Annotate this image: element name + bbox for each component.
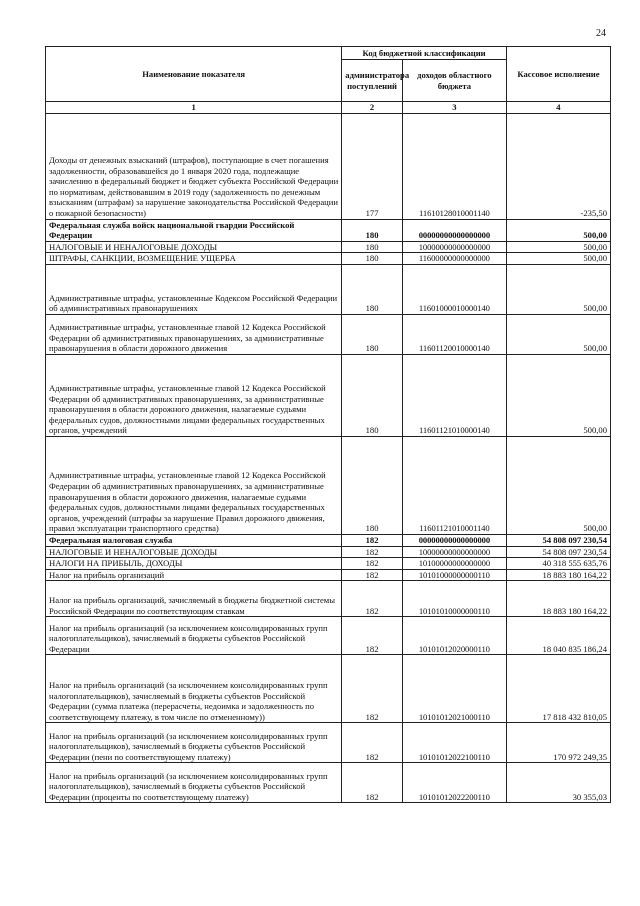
budget-execution-table — [45, 46, 611, 803]
row-amount: 18 040 835 186,24 — [506, 617, 610, 655]
row-budget-code: 10000000000000000 — [402, 241, 506, 253]
row-amount: 500,00 — [506, 219, 610, 241]
row-name: ШТРАФЫ, САНКЦИИ, ВОЗМЕЩЕНИЕ УЩЕРБА — [46, 253, 342, 265]
row-budget-code: 00000000000000000 — [402, 534, 506, 546]
row-amount: 40 318 555 635,76 — [506, 558, 610, 570]
row-budget-code: 10101010000000110 — [402, 581, 506, 617]
table-row — [46, 655, 611, 723]
row-name: Федеральная служба войск национальной гвардии Российской Федерации — [46, 219, 342, 241]
row-admin-code: 180 — [342, 354, 403, 436]
row-budget-code: 11610128010001140 — [402, 113, 506, 219]
row-name: Налог на прибыль организаций (за исключением консолидированных групп налогоплательщиков), зачисляемый в бюджеты субъектов Российской Федерации (сумма платежа (перерасчеты, недоимка и задолженность по соответствующему платежу, в том числе по отмененному)) — [46, 655, 342, 723]
row-budget-code: 11601121010000140 — [402, 354, 506, 436]
row-amount: 17 818 432 810,05 — [506, 655, 610, 723]
table-row — [46, 558, 611, 570]
table-row — [46, 354, 611, 436]
header-classification-group: Код бюджетной классификации — [342, 47, 507, 60]
row-name: Налог на прибыль организаций (за исключением консолидированных групп налогоплательщиков), зачисляемый в бюджеты субъектов Российской Федерации (проценты по соответствующему платежу) — [46, 763, 342, 803]
row-budget-code: 11601120010000140 — [402, 314, 506, 354]
row-name: Административные штрафы, установленные главой 12 Кодекса Российской Федерации об административных правонарушениях, за административные правонарушения в области дорожного движения, налагаемые судьями федеральных судов, должностными лицами федеральных государственных органов, учреждений (штрафы за нарушение Правил дорожного движения, правил эксплуатации транспортного средства) — [46, 436, 342, 534]
row-admin-code: 177 — [342, 113, 403, 219]
row-budget-code: 10100000000000000 — [402, 558, 506, 570]
row-name: НАЛОГОВЫЕ И НЕНАЛОГОВЫЕ ДОХОДЫ — [46, 546, 342, 558]
row-amount: 54 808 097 230,54 — [506, 534, 610, 546]
row-name: Доходы от денежных взысканий (штрафов), поступающие в счет погашения задолженности, образовавшейся до 1 января 2020 года, подлежащие зачислению в федеральный бюджет и бюджет субъекта Российской Федерации по нормативам, действовавшим в 2019 году (задолженность по денежным взысканиям (штрафам) за нарушение законодательства Российской Федерации о пожарной безопасности) — [46, 113, 342, 219]
row-budget-code: 10101012020000110 — [402, 617, 506, 655]
column-number: 1 — [46, 102, 342, 114]
row-amount: 500,00 — [506, 436, 610, 534]
row-admin-code: 182 — [342, 581, 403, 617]
table-row — [46, 253, 611, 265]
row-admin-code: 182 — [342, 723, 403, 763]
row-amount: -235,50 — [506, 113, 610, 219]
row-admin-code: 182 — [342, 534, 403, 546]
row-amount: 18 883 180 164,22 — [506, 569, 610, 581]
row-budget-code: 10101012022200110 — [402, 763, 506, 803]
table-row — [46, 581, 611, 617]
row-budget-code: 11600000000000000 — [402, 253, 506, 265]
column-number: 3 — [402, 102, 506, 114]
row-amount: 170 972 249,35 — [506, 723, 610, 763]
header-income: доходов областного бюджета — [402, 60, 506, 102]
row-amount: 500,00 — [506, 314, 610, 354]
row-name: Административные штрафы, установленные Кодексом Российской Федерации об административных правонарушениях — [46, 264, 342, 314]
header-execution: Кассовое исполнение — [506, 47, 610, 102]
table-row — [46, 763, 611, 803]
row-admin-code: 182 — [342, 569, 403, 581]
row-admin-code: 180 — [342, 219, 403, 241]
table-row — [46, 113, 611, 219]
table-row — [46, 617, 611, 655]
row-admin-code: 180 — [342, 264, 403, 314]
row-admin-code: 182 — [342, 558, 403, 570]
row-admin-code: 180 — [342, 253, 403, 265]
row-budget-code: 00000000000000000 — [402, 219, 506, 241]
row-amount: 500,00 — [506, 241, 610, 253]
row-name: Налог на прибыль организаций — [46, 569, 342, 581]
row-amount: 500,00 — [506, 264, 610, 314]
row-name: НАЛОГИ НА ПРИБЫЛЬ, ДОХОДЫ — [46, 558, 342, 570]
table-row — [46, 723, 611, 763]
row-budget-code: 11601121010001140 — [402, 436, 506, 534]
table-row — [46, 569, 611, 581]
row-amount: 30 355,03 — [506, 763, 610, 803]
row-budget-code: 10101012022100110 — [402, 723, 506, 763]
row-budget-code: 11601000010000140 — [402, 264, 506, 314]
row-name: Налог на прибыль организаций (за исключением консолидированных групп налогоплательщиков), зачисляемый в бюджеты субъектов Российской Федерации (пени по соответствующему платежу) — [46, 723, 342, 763]
header-admin: администратора поступлений — [342, 60, 403, 102]
row-name: НАЛОГОВЫЕ И НЕНАЛОГОВЫЕ ДОХОДЫ — [46, 241, 342, 253]
row-amount: 18 883 180 164,22 — [506, 581, 610, 617]
row-name: Административные штрафы, установленные главой 12 Кодекса Российской Федерации об административных правонарушениях, за административные правонарушения в области дорожного движения — [46, 314, 342, 354]
row-budget-code: 10000000000000000 — [402, 546, 506, 558]
row-admin-code: 180 — [342, 436, 403, 534]
row-name: Административные штрафы, установленные главой 12 Кодекса Российской Федерации об административных правонарушениях, за административные правонарушения в области дорожного движения, налагаемые судьями федеральных судов, должностными лицами федеральных государственных органов, учреждений — [46, 354, 342, 436]
row-admin-code: 182 — [342, 763, 403, 803]
row-admin-code: 182 — [342, 617, 403, 655]
table-row — [46, 546, 611, 558]
table-row — [46, 314, 611, 354]
table-row — [46, 264, 611, 314]
row-name: Налог на прибыль организаций (за исключением консолидированных групп налогоплательщиков), зачисляемый в бюджеты субъектов Российской Федерации — [46, 617, 342, 655]
header-name: Наименование показателя — [46, 47, 342, 102]
column-number: 2 — [342, 102, 403, 114]
row-admin-code: 182 — [342, 546, 403, 558]
table-row — [46, 436, 611, 534]
row-budget-code: 10101000000000110 — [402, 569, 506, 581]
row-name: Налог на прибыль организаций, зачисляемый в бюджеты бюджетной системы Российской Федерации по соответствующим ставкам — [46, 581, 342, 617]
row-amount: 54 808 097 230,54 — [506, 546, 610, 558]
column-number: 4 — [506, 102, 610, 114]
row-amount: 500,00 — [506, 253, 610, 265]
row-name: Федеральная налоговая служба — [46, 534, 342, 546]
row-budget-code: 10101012021000110 — [402, 655, 506, 723]
page-number: 24 — [596, 28, 606, 39]
row-admin-code: 182 — [342, 655, 403, 723]
row-admin-code: 180 — [342, 241, 403, 253]
row-admin-code: 180 — [342, 314, 403, 354]
table-row — [46, 219, 611, 241]
table-row — [46, 534, 611, 546]
table-row — [46, 241, 611, 253]
row-amount: 500,00 — [506, 354, 610, 436]
